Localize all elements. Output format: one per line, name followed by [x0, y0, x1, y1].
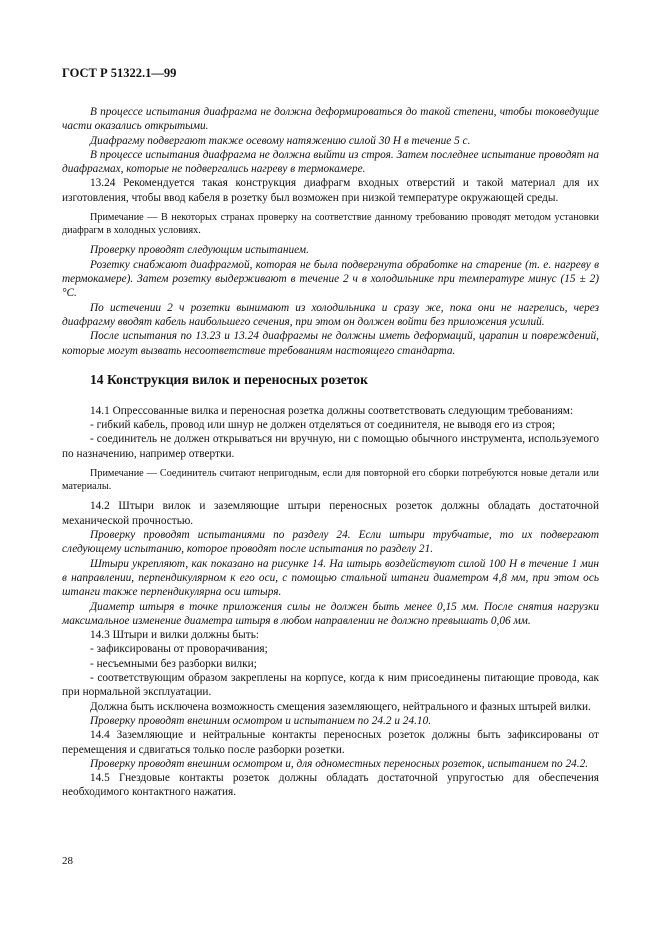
list-item: - соединитель не должен открываться ни вручную, ни с помощью обычного инструмента, используемого по назначению, например отвертки.: [62, 433, 599, 460]
note: Примечание — В некоторых странах проверку на соответствие данному требованию проводят методом установки диафрагм в холодных условиях.: [62, 212, 599, 237]
paragraph: После испытания по 13.23 и 13.24 диафрагмы не должны иметь деформаций, царапин и повреждений, которые могут вызвать несоответствие требованиям настоящего стандарта.: [62, 330, 599, 357]
list-item: - соответствующим образом закреплены на корпусе, когда к ним присоединены питающие провода, как при нормальной эксплуатации.: [62, 672, 599, 699]
paragraph: Проверку проводят следующим испытанием.: [90, 244, 309, 257]
clause-14-2: 14.2 Штыри вилок и заземляющие штыри переносных розеток должны обладать достаточной механической прочностью.: [62, 500, 599, 527]
paragraph: Розетку снабжают диафрагмой, которая не была подвергнута обработке на старение (т. е. нагреву в термокамере). Затем розетку выдерживают в течение 2 ч в холодильнике при температуре минус (15 ± 2) °С.: [62, 258, 599, 300]
list-item: - гибкий кабель, провод или шнур не должен отделяться от соединителя, не выводя его из строя;: [90, 419, 556, 432]
page-number: 28: [62, 855, 73, 867]
clause-14-1: 14.1 Опрессованные вилка и переносная розетка должны соответствовать следующим требованиям:: [90, 404, 574, 417]
clause-14-4: 14.4 Заземляющие и нейтральные контакты переносных розеток должны быть зафиксированы от перемещения и сдвигаться только после разборки розетки.: [62, 729, 599, 756]
document-header: ГОСТ Р 51322.1—99: [62, 66, 177, 80]
paragraph: Диафрагму подвергают также осевому натяжению силой 30 Н в течение 5 с.: [90, 134, 471, 147]
note: Примечание — Соединитель считают непригодным, если для повторной его сборки потребуются новые детали или материалы.: [62, 468, 599, 493]
section-title: 14 Конструкция вилок и переносных розеток: [90, 371, 368, 387]
clause-14-5: 14.5 Гнездовые контакты розеток должны обладать достаточной упругостью для обеспечения необходимого контактного нажатия.: [62, 772, 599, 799]
paragraph: В процессе испытания диафрагма не должна деформироваться до такой степени, чтобы токоведущие части оказались открытыми.: [62, 106, 599, 133]
list-item: - зафиксированы от проворачивания;: [90, 643, 268, 656]
paragraph: Диаметр штыря в точке приложения силы не должен быть менее 0,15 мм. После снятия нагрузки максимальное изменение диаметра штыря в любом направлении не должно превышать 0,06 мм.: [62, 600, 599, 627]
document-page: [62, 66, 599, 800]
list-item: - несъемными без разборки вилки;: [90, 657, 257, 670]
paragraph: Проверку проводят внешним осмотром и испытанием по 24.2 и 24.10.: [90, 714, 432, 727]
paragraph: Проверку проводят испытаниями по разделу 24. Если штыри трубчатые, то их подвергают следующему испытанию, которое проводят после испытания по разделу 21.: [62, 529, 599, 556]
clause-14-3: 14.3 Штыри и вилки должны быть:: [90, 629, 259, 642]
paragraph: Штыри укрепляют, как показано на рисунке 14. На штырь воздействуют силой 100 Н в течение 1 мин в направлении, перпендикулярном к его оси, с помощью стальной штанги диаметром 4,8 мм, при этом ось штанги также перпендикулярна оси штыря.: [62, 557, 599, 599]
clause-13-24: 13.24 Рекомендуется такая конструкция диафрагм входных отверстий и такой материал для их изготовления, чтобы ввод кабеля в розетку был возможен при низкой температуре окружающей среды.: [62, 177, 599, 204]
paragraph: Проверку проводят внешним осмотром и, для одноместных переносных розеток, испытанием по 24.2.: [90, 757, 589, 770]
paragraph: Должна быть исключена возможность смещения заземляющего, нейтрального и фазных штырей вилки.: [90, 700, 591, 713]
paragraph: По истечении 2 ч розетки вынимают из холодильника и сразу же, пока они не нагрелись, через диафрагму вводят кабель наибольшего сечения, при этом он должен войти без приложения усилий.: [62, 301, 599, 328]
paragraph: В процессе испытания диафрагма не должна выйти из строя. Затем последнее испытание проводят на диафрагмах, которые не подвергались нагреву в термокамере.: [62, 148, 599, 176]
